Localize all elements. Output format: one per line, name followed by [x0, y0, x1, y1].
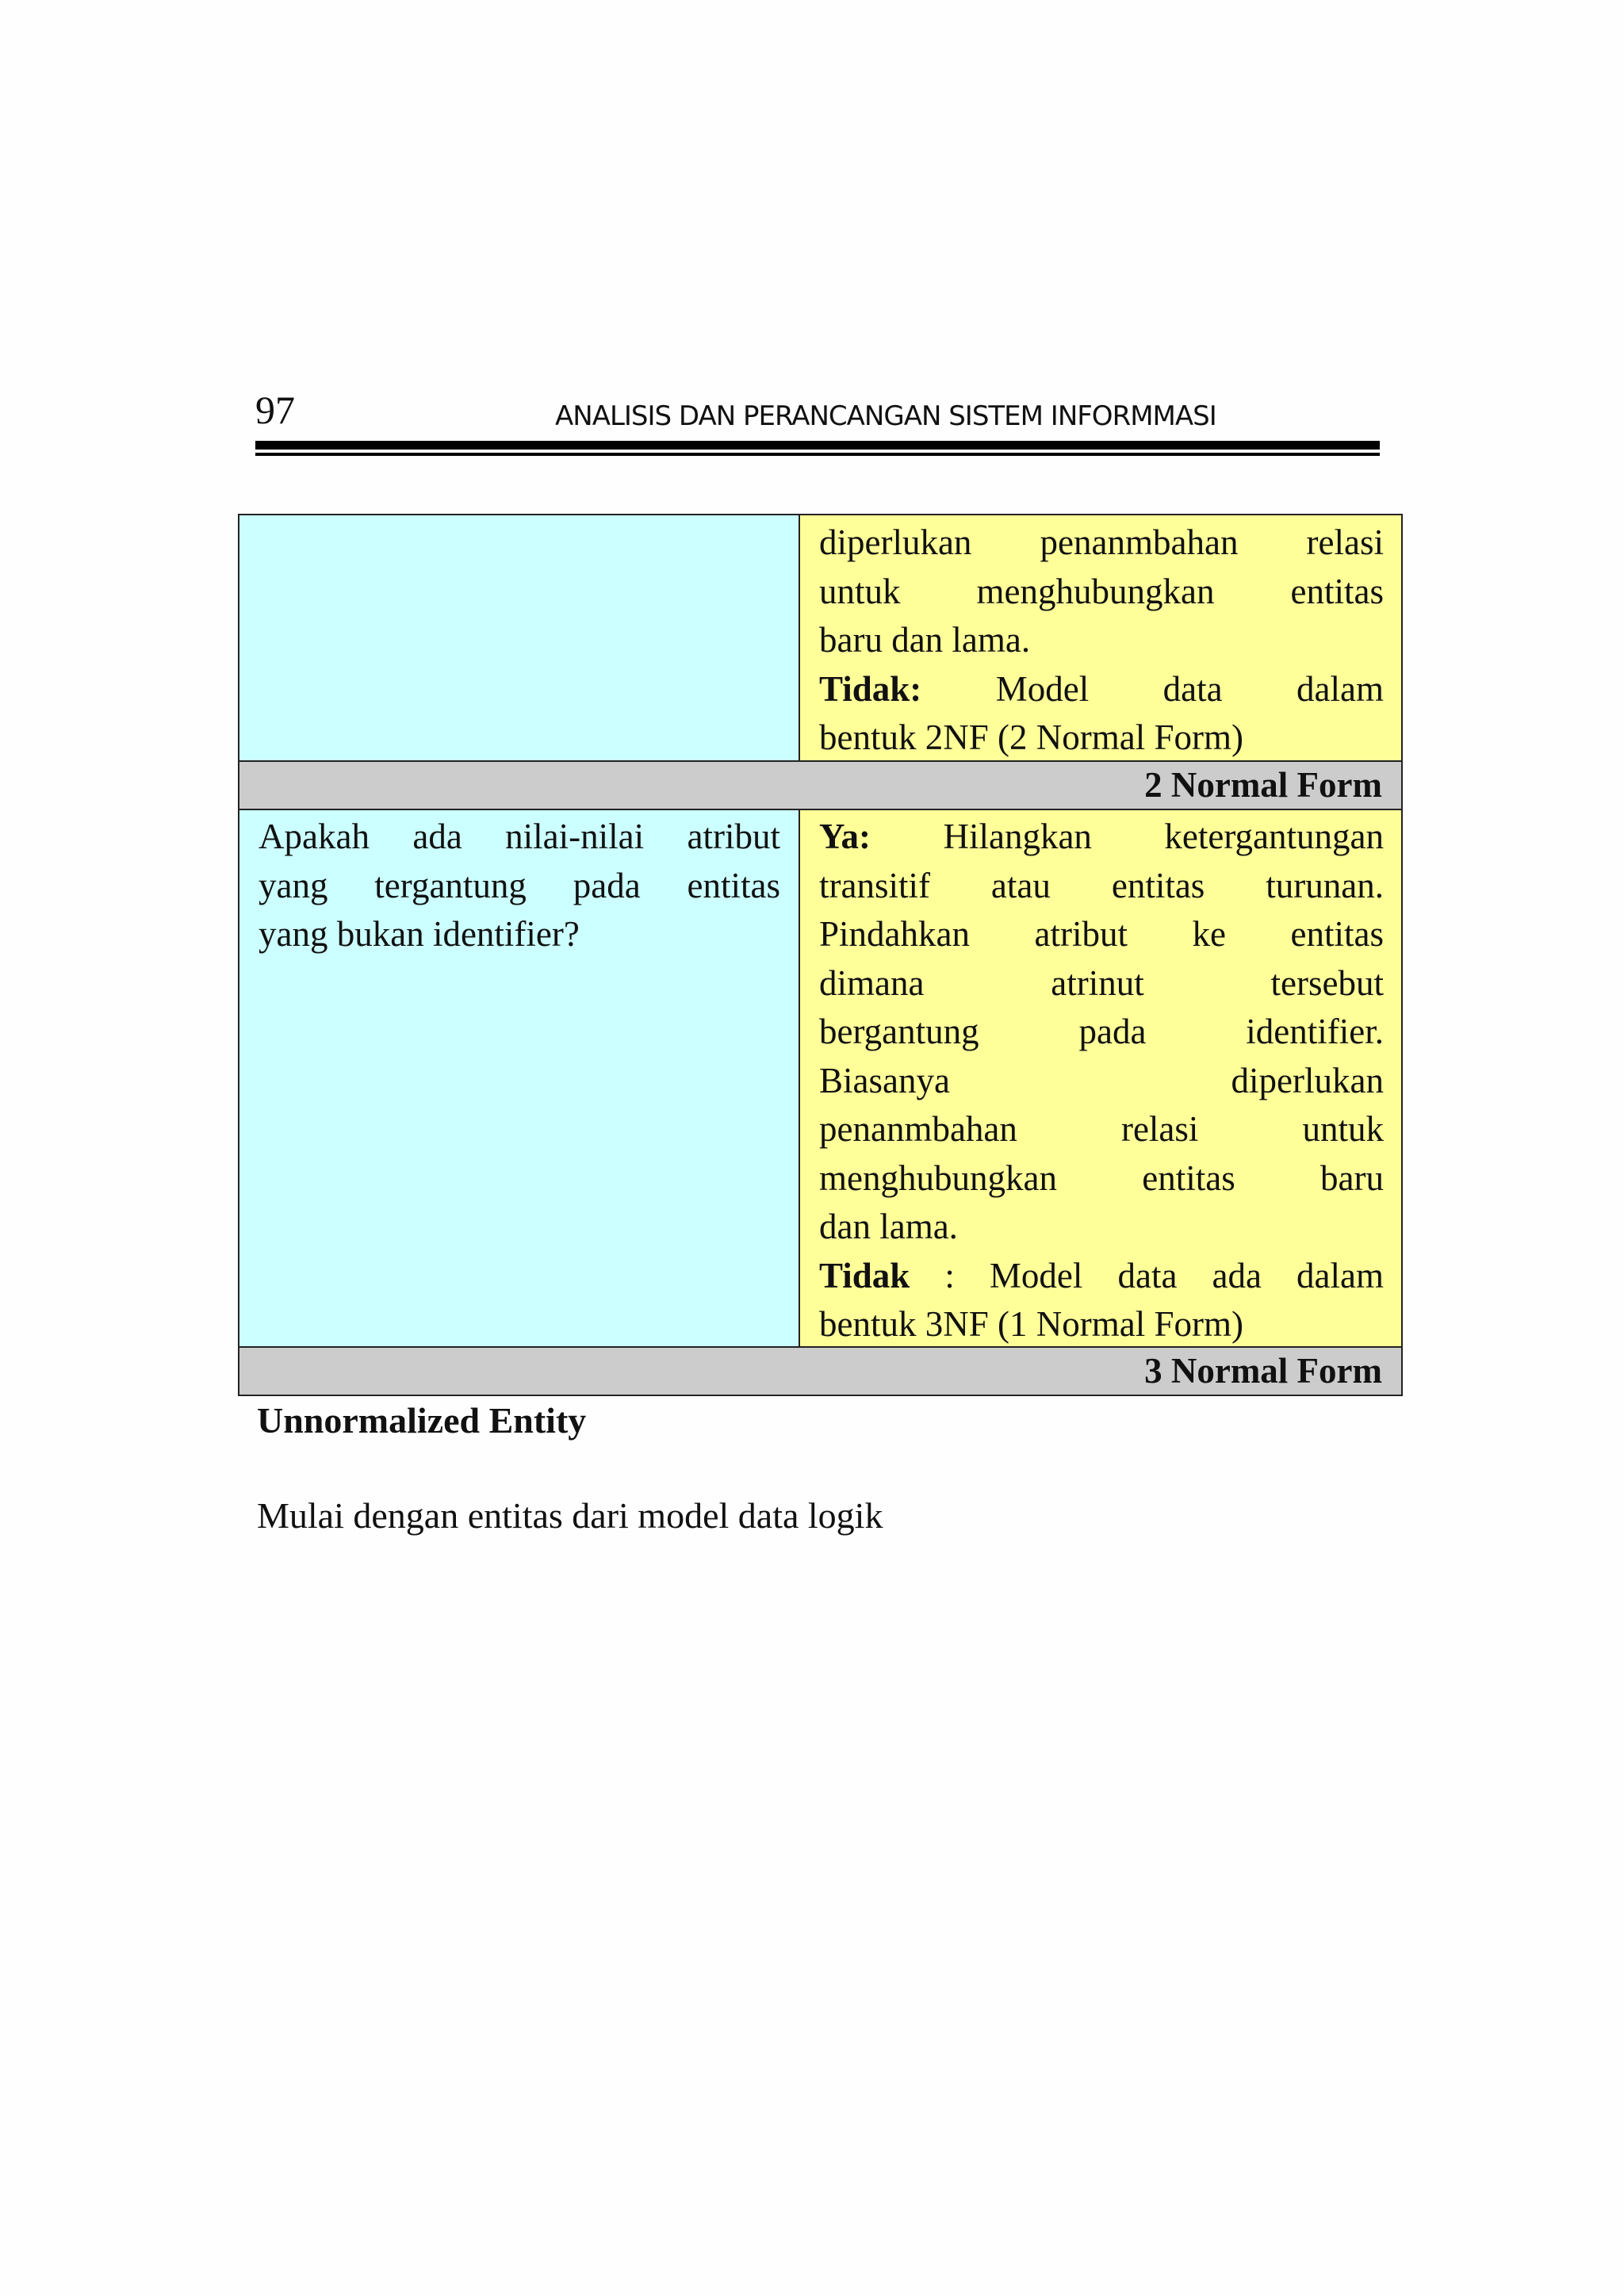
- text-line: menghubungkan entitas baru: [819, 1158, 1384, 1198]
- question-cell-2: [238, 809, 800, 1348]
- text-line: dimana atrinut tersebut: [819, 962, 1384, 1003]
- section-heading: Unnormalized Entity: [257, 1400, 587, 1441]
- page-number: 97: [255, 388, 295, 432]
- text-line: baru dan lama.: [819, 620, 1031, 660]
- answer-text-1: [819, 519, 1384, 763]
- question-cell-1: [238, 514, 800, 762]
- text-span: Hilangkan ketergantungan: [871, 817, 1384, 856]
- text-span: : Model data ada dalam: [910, 1255, 1384, 1295]
- header-rule-thin: [255, 453, 1380, 456]
- text-line: transitif atau entitas turunan.: [819, 865, 1384, 905]
- text-line: yang bukan identifier?: [259, 914, 580, 954]
- text-line: [819, 813, 1384, 862]
- answer-cell-1: [799, 514, 1403, 762]
- text-line: untuk menghubungkan entitas: [819, 571, 1384, 611]
- no-label: Tidak:: [819, 668, 922, 709]
- text-line: Biasanya diperlukan: [819, 1060, 1384, 1100]
- answer-text-2: [819, 813, 1384, 1349]
- text-line: bentuk 3NF (1 Normal Form): [819, 1304, 1243, 1344]
- result-label-2: 3 Normal Form: [1144, 1351, 1382, 1391]
- result-label-1: 2 Normal Form: [1144, 765, 1382, 805]
- text-line: [819, 1252, 1384, 1301]
- text-line: yang tergantung pada entitas: [259, 865, 780, 905]
- no-label: Tidak: [819, 1255, 910, 1295]
- text-line: bentuk 2NF (2 Normal Form): [819, 718, 1243, 757]
- text-line: dan lama.: [819, 1207, 958, 1246]
- text-line: penanmbahan relasi untuk: [819, 1109, 1384, 1149]
- running-header: ANALISIS DAN PERANCANGAN SISTEM INFORMMASI: [555, 400, 1216, 432]
- text-line: diperlukan penanmbahan relasi: [819, 522, 1384, 562]
- text-line: Apakah ada nilai-nilai atribut: [259, 817, 780, 856]
- yes-label: Ya:: [819, 817, 871, 856]
- question-text-2: [259, 813, 780, 959]
- body-paragraph: Mulai dengan entitas dari model data logik: [257, 1495, 883, 1536]
- result-row-1: [238, 760, 1403, 810]
- text-line: [819, 665, 1384, 714]
- text-line: Pindahkan atribut ke entitas: [819, 914, 1384, 954]
- answer-cell-2: [799, 809, 1403, 1348]
- result-row-2: [238, 1346, 1403, 1396]
- text-span: Model data dalam: [921, 668, 1384, 709]
- header-rule-thick: [255, 441, 1380, 450]
- text-line: bergantung pada identifier.: [819, 1012, 1384, 1051]
